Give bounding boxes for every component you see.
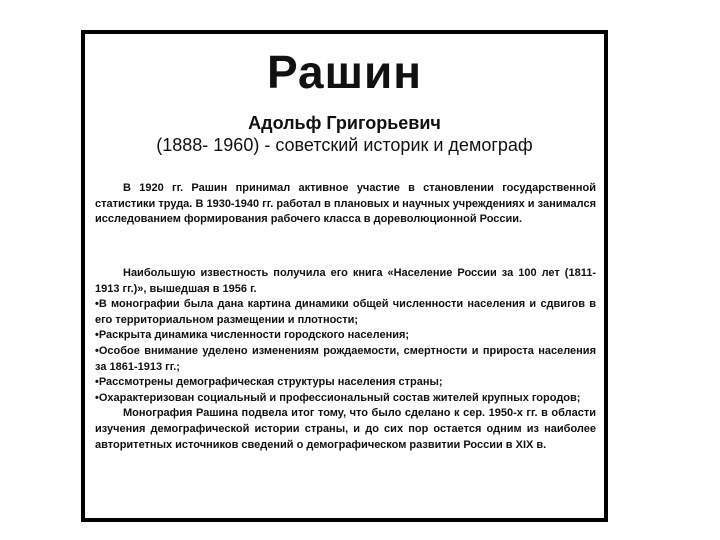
monograph-section xyxy=(95,266,596,453)
person-subtitle: (1888- 1960) - советский историк и демограф xyxy=(156,135,533,155)
conclusion-paragraph: Монография Рашина подвела итог тому, что было сделано к сер. 1950-х гг. в области изучения демографической истории страны, и до сих пор остается одним из наиболее авторитетных источников сведений о демографическом развитии России в XIX в. xyxy=(95,407,596,451)
bullet-item: •Охарактеризован социальный и профессиональный состав жителей крупных городов; xyxy=(95,391,581,404)
bullet-item: •Рассмотрены демографическая структуры населения страны; xyxy=(95,376,443,389)
biography-paragraph xyxy=(95,181,596,228)
slide-frame xyxy=(81,30,608,522)
page-title: Рашин xyxy=(266,46,423,98)
paragraph-text: В 1920 гг. Рашин принимал активное участие в становлении государственной статистики труда. В 1930-1940 гг. работал в плановых и научных учреждениях и занимался исследованием формирования рабочего класса в дореволюционной России. xyxy=(95,182,596,226)
bullet-item: •В монографии была дана картина динамики общей численности населения и сдвигов в его территориальном размещении и плотности; xyxy=(95,298,596,326)
bullet-item: •Раскрыта динамика численности городского населения; xyxy=(95,329,410,342)
bullet-item: •Особое внимание уделено изменениям рождаемости, смертности и прироста населения за 1861-1913 гг.; xyxy=(95,344,596,373)
person-name: Адольф Григорьевич xyxy=(248,113,441,133)
monograph-intro: Наибольшую известность получила его книга «Население России за 100 лет (1811-1913 гг.)», вышедшая в 1956 г. xyxy=(95,267,596,295)
